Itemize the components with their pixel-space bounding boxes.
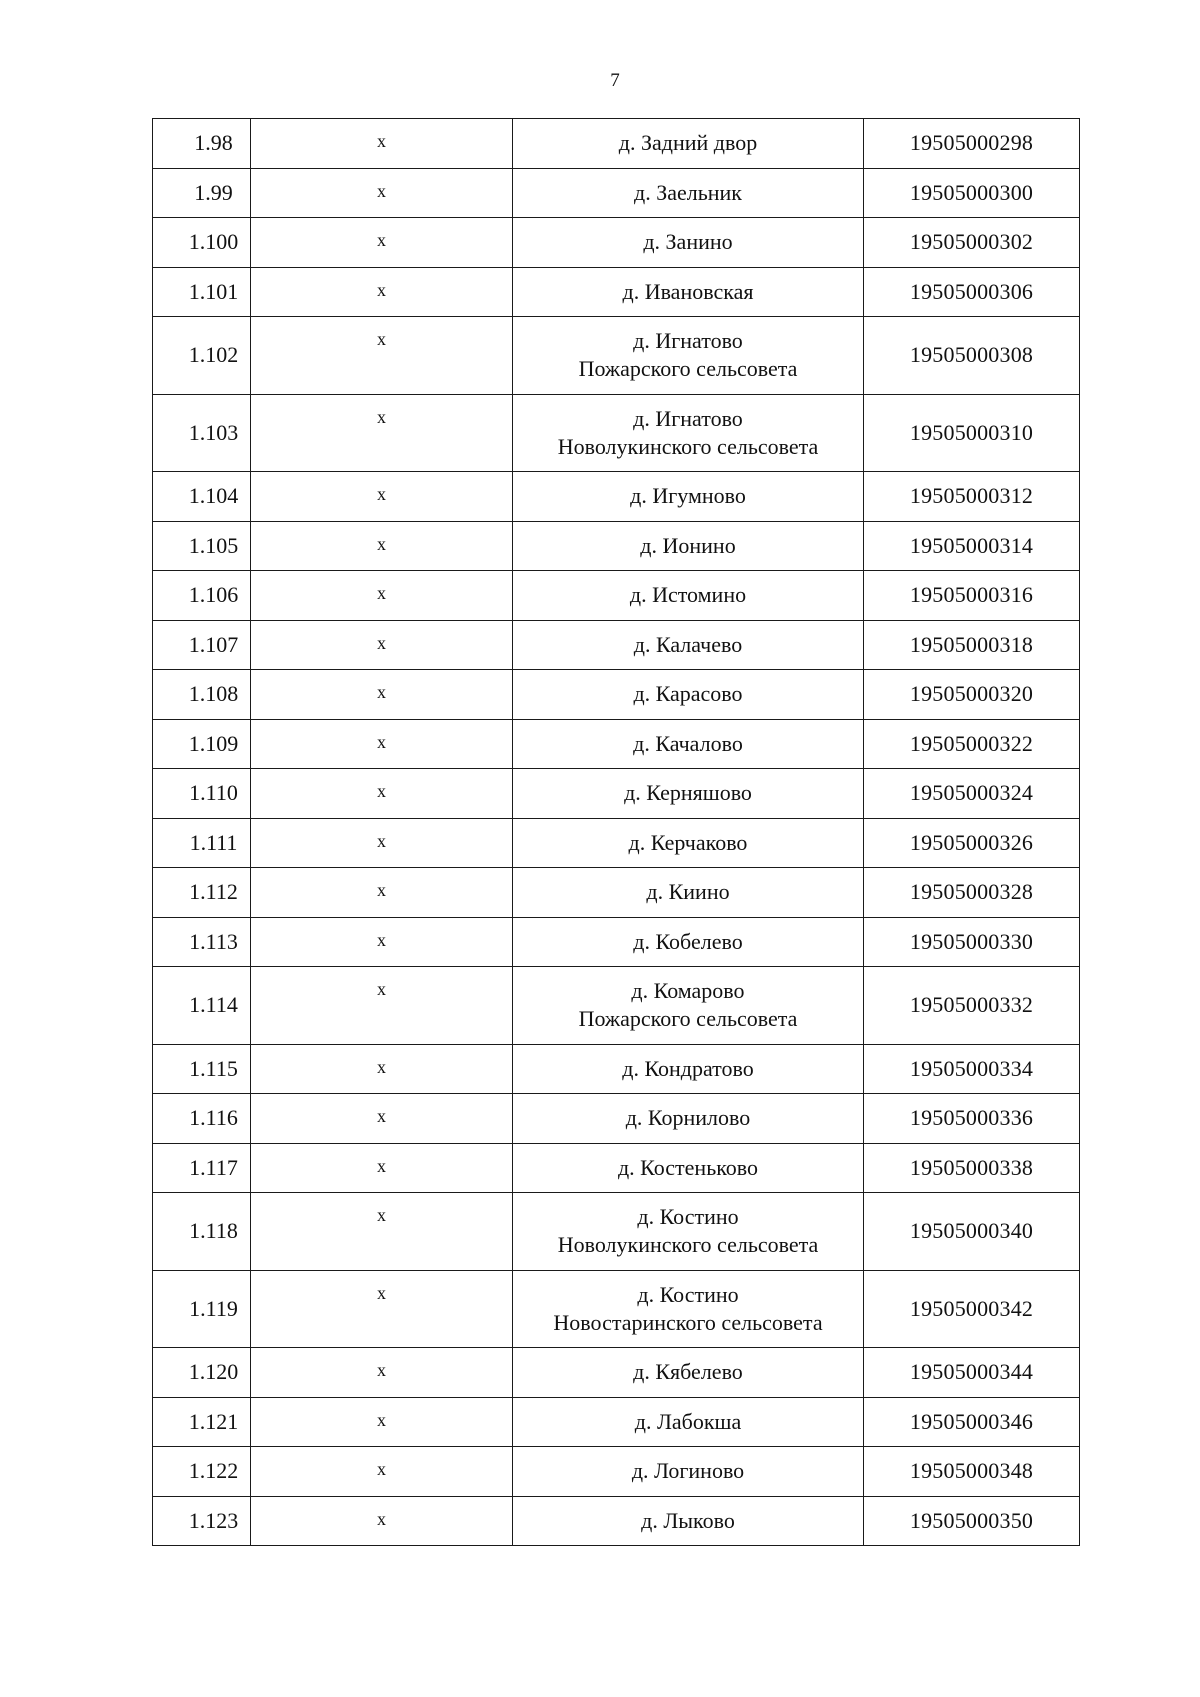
- oktmo-code: 19505000330: [864, 917, 1080, 967]
- settlement-name-cell: [513, 521, 864, 571]
- oktmo-code: 19505000336: [864, 1094, 1080, 1144]
- settlement-name: д. Игнатово: [633, 328, 743, 354]
- row-number: 1.111: [153, 818, 251, 868]
- table-row: [153, 521, 1080, 571]
- row-mark: x: [251, 119, 513, 169]
- settlement-name: д. Кобелево: [633, 928, 743, 954]
- settlement-name-cell: [513, 670, 864, 720]
- row-mark: x: [251, 571, 513, 621]
- settlement-name-cell: [513, 1193, 864, 1271]
- oktmo-code: 19505000344: [864, 1348, 1080, 1398]
- row-mark: x: [251, 472, 513, 522]
- row-mark: x: [251, 967, 513, 1045]
- row-number: 1.101: [153, 267, 251, 317]
- settlement-name: д. Костеньково: [617, 1154, 759, 1180]
- settlement-name: д. Костино: [637, 1281, 739, 1307]
- settlement-name-cell: [513, 1094, 864, 1144]
- table-row: [153, 1193, 1080, 1271]
- row-number: 1.110: [153, 769, 251, 819]
- settlement-name-cell: [513, 818, 864, 868]
- table-row: [153, 769, 1080, 819]
- oktmo-code: 19505000306: [864, 267, 1080, 317]
- row-number: 1.122: [153, 1447, 251, 1497]
- settlement-name: д. Керняшово: [624, 780, 752, 806]
- oktmo-code: 19505000350: [864, 1496, 1080, 1546]
- settlement-name: д. Кябелево: [633, 1359, 743, 1385]
- settlement-name-cell: [513, 119, 864, 169]
- settlement-name: д. Корнилово: [625, 1105, 751, 1131]
- table-row: [153, 267, 1080, 317]
- table-row: [153, 719, 1080, 769]
- settlement-name-cell: [513, 1143, 864, 1193]
- settlement-name: д. Лыково: [641, 1507, 735, 1533]
- settlement-name-cell: [513, 1447, 864, 1497]
- row-mark: x: [251, 1397, 513, 1447]
- settlement-name-cell: [513, 394, 864, 472]
- settlement-name: д. Керчаково: [628, 829, 748, 855]
- oktmo-code: 19505000324: [864, 769, 1080, 819]
- settlement-council: Новостаринского сельсовета: [553, 1309, 823, 1335]
- settlement-name-cell: [513, 868, 864, 918]
- settlement-name: д. Калачево: [633, 631, 743, 657]
- settlement-name-cell: [513, 769, 864, 819]
- table-row: [153, 1496, 1080, 1546]
- table-row: [153, 1044, 1080, 1094]
- settlement-name-cell: [513, 168, 864, 218]
- settlement-name-cell: [513, 1348, 864, 1398]
- row-mark: x: [251, 168, 513, 218]
- table-row: [153, 1348, 1080, 1398]
- table-row: [153, 168, 1080, 218]
- row-number: 1.109: [153, 719, 251, 769]
- row-number: 1.104: [153, 472, 251, 522]
- table-row: [153, 119, 1080, 169]
- table-row: [153, 571, 1080, 621]
- row-mark: x: [251, 1143, 513, 1193]
- row-number: 1.108: [153, 670, 251, 720]
- settlement-name-cell: [513, 1270, 864, 1348]
- settlement-name: д. Комарово: [631, 978, 745, 1004]
- row-number: 1.119: [153, 1270, 251, 1348]
- table-row: [153, 1143, 1080, 1193]
- settlement-name-cell: [513, 267, 864, 317]
- table-row: [153, 1397, 1080, 1447]
- oktmo-code: 19505000320: [864, 670, 1080, 720]
- oktmo-code: 19505000348: [864, 1447, 1080, 1497]
- settlement-name-cell: [513, 1397, 864, 1447]
- oktmo-code: 19505000310: [864, 394, 1080, 472]
- settlement-name-cell: [513, 967, 864, 1045]
- row-number: 1.99: [153, 168, 251, 218]
- row-mark: x: [251, 670, 513, 720]
- oktmo-code: 19505000346: [864, 1397, 1080, 1447]
- row-mark: x: [251, 218, 513, 268]
- oktmo-code: 19505000312: [864, 472, 1080, 522]
- page-number: 7: [610, 70, 620, 91]
- table-row: [153, 394, 1080, 472]
- oktmo-code: 19505000322: [864, 719, 1080, 769]
- settlement-name: д. Ионино: [640, 532, 736, 558]
- settlement-council: Новолукинского сельсовета: [557, 1232, 819, 1258]
- oktmo-code: 19505000314: [864, 521, 1080, 571]
- settlement-name: д. Костино: [637, 1204, 739, 1230]
- table-row: [153, 1094, 1080, 1144]
- row-number: 1.117: [153, 1143, 251, 1193]
- settlement-name-cell: [513, 1496, 864, 1546]
- row-mark: x: [251, 1270, 513, 1348]
- row-mark: x: [251, 769, 513, 819]
- table-row: [153, 472, 1080, 522]
- row-number: 1.115: [153, 1044, 251, 1094]
- row-number: 1.106: [153, 571, 251, 621]
- row-number: 1.116: [153, 1094, 251, 1144]
- row-number: 1.120: [153, 1348, 251, 1398]
- row-mark: x: [251, 394, 513, 472]
- settlement-name: д. Кондратово: [622, 1055, 754, 1081]
- oktmo-code: 19505000308: [864, 317, 1080, 395]
- row-mark: x: [251, 1348, 513, 1398]
- row-mark: x: [251, 267, 513, 317]
- settlement-name-cell: [513, 472, 864, 522]
- row-mark: x: [251, 620, 513, 670]
- settlement-name: д. Занино: [643, 229, 733, 255]
- row-number: 1.114: [153, 967, 251, 1045]
- settlement-name: д. Заельник: [634, 179, 742, 205]
- oktmo-code: 19505000332: [864, 967, 1080, 1045]
- row-number: 1.105: [153, 521, 251, 571]
- settlement-name-cell: [513, 317, 864, 395]
- table-row: [153, 1447, 1080, 1497]
- oktmo-code: 19505000298: [864, 119, 1080, 169]
- settlement-council: Пожарского сельсовета: [578, 1006, 798, 1032]
- row-mark: x: [251, 317, 513, 395]
- settlement-name-cell: [513, 917, 864, 967]
- settlement-council: Пожарского сельсовета: [578, 356, 798, 382]
- settlement-council: Новолукинского сельсовета: [557, 433, 819, 459]
- settlement-name-cell: [513, 620, 864, 670]
- settlement-name: д. Карасово: [633, 681, 743, 707]
- table-row: [153, 670, 1080, 720]
- settlement-name: д. Игумново: [630, 483, 746, 509]
- row-number: 1.98: [153, 119, 251, 169]
- settlement-name: д. Качалово: [633, 730, 743, 756]
- settlement-name: д. Задний двор: [618, 130, 758, 156]
- row-number: 1.107: [153, 620, 251, 670]
- table-row: [153, 868, 1080, 918]
- settlement-name: д. Истомино: [629, 582, 747, 608]
- settlement-name-cell: [513, 571, 864, 621]
- row-mark: x: [251, 917, 513, 967]
- row-mark: x: [251, 719, 513, 769]
- row-mark: x: [251, 868, 513, 918]
- row-mark: x: [251, 1496, 513, 1546]
- row-number: 1.121: [153, 1397, 251, 1447]
- table-row: [153, 967, 1080, 1045]
- row-number: 1.112: [153, 868, 251, 918]
- row-mark: x: [251, 1044, 513, 1094]
- oktmo-code: 19505000300: [864, 168, 1080, 218]
- settlement-name-cell: [513, 1044, 864, 1094]
- table-row: [153, 818, 1080, 868]
- oktmo-code: 19505000338: [864, 1143, 1080, 1193]
- settlement-name: д. Логиново: [631, 1458, 745, 1484]
- settlement-name: д. Киино: [646, 879, 730, 905]
- settlement-name-cell: [513, 719, 864, 769]
- oktmo-code: 19505000342: [864, 1270, 1080, 1348]
- oktmo-code: 19505000328: [864, 868, 1080, 918]
- row-mark: x: [251, 1447, 513, 1497]
- table-row: [153, 620, 1080, 670]
- row-mark: x: [251, 521, 513, 571]
- settlement-name: д. Игнатово: [633, 405, 743, 431]
- row-number: 1.123: [153, 1496, 251, 1546]
- row-mark: x: [251, 1094, 513, 1144]
- table-row: [153, 917, 1080, 967]
- table-body: [153, 119, 1080, 1546]
- table-row: [153, 1270, 1080, 1348]
- row-number: 1.102: [153, 317, 251, 395]
- settlement-name-cell: [513, 218, 864, 268]
- oktmo-code: 19505000334: [864, 1044, 1080, 1094]
- row-number: 1.100: [153, 218, 251, 268]
- settlement-name: д. Лабокша: [634, 1408, 742, 1434]
- oktmo-code: 19505000340: [864, 1193, 1080, 1271]
- table-row: [153, 218, 1080, 268]
- settlements-table: [152, 118, 1080, 1546]
- row-number: 1.113: [153, 917, 251, 967]
- oktmo-code: 19505000326: [864, 818, 1080, 868]
- oktmo-code: 19505000318: [864, 620, 1080, 670]
- settlement-name: д. Ивановская: [622, 278, 754, 304]
- table-row: [153, 317, 1080, 395]
- row-number: 1.118: [153, 1193, 251, 1271]
- row-mark: x: [251, 1193, 513, 1271]
- row-mark: x: [251, 818, 513, 868]
- row-number: 1.103: [153, 394, 251, 472]
- oktmo-code: 19505000302: [864, 218, 1080, 268]
- oktmo-code: 19505000316: [864, 571, 1080, 621]
